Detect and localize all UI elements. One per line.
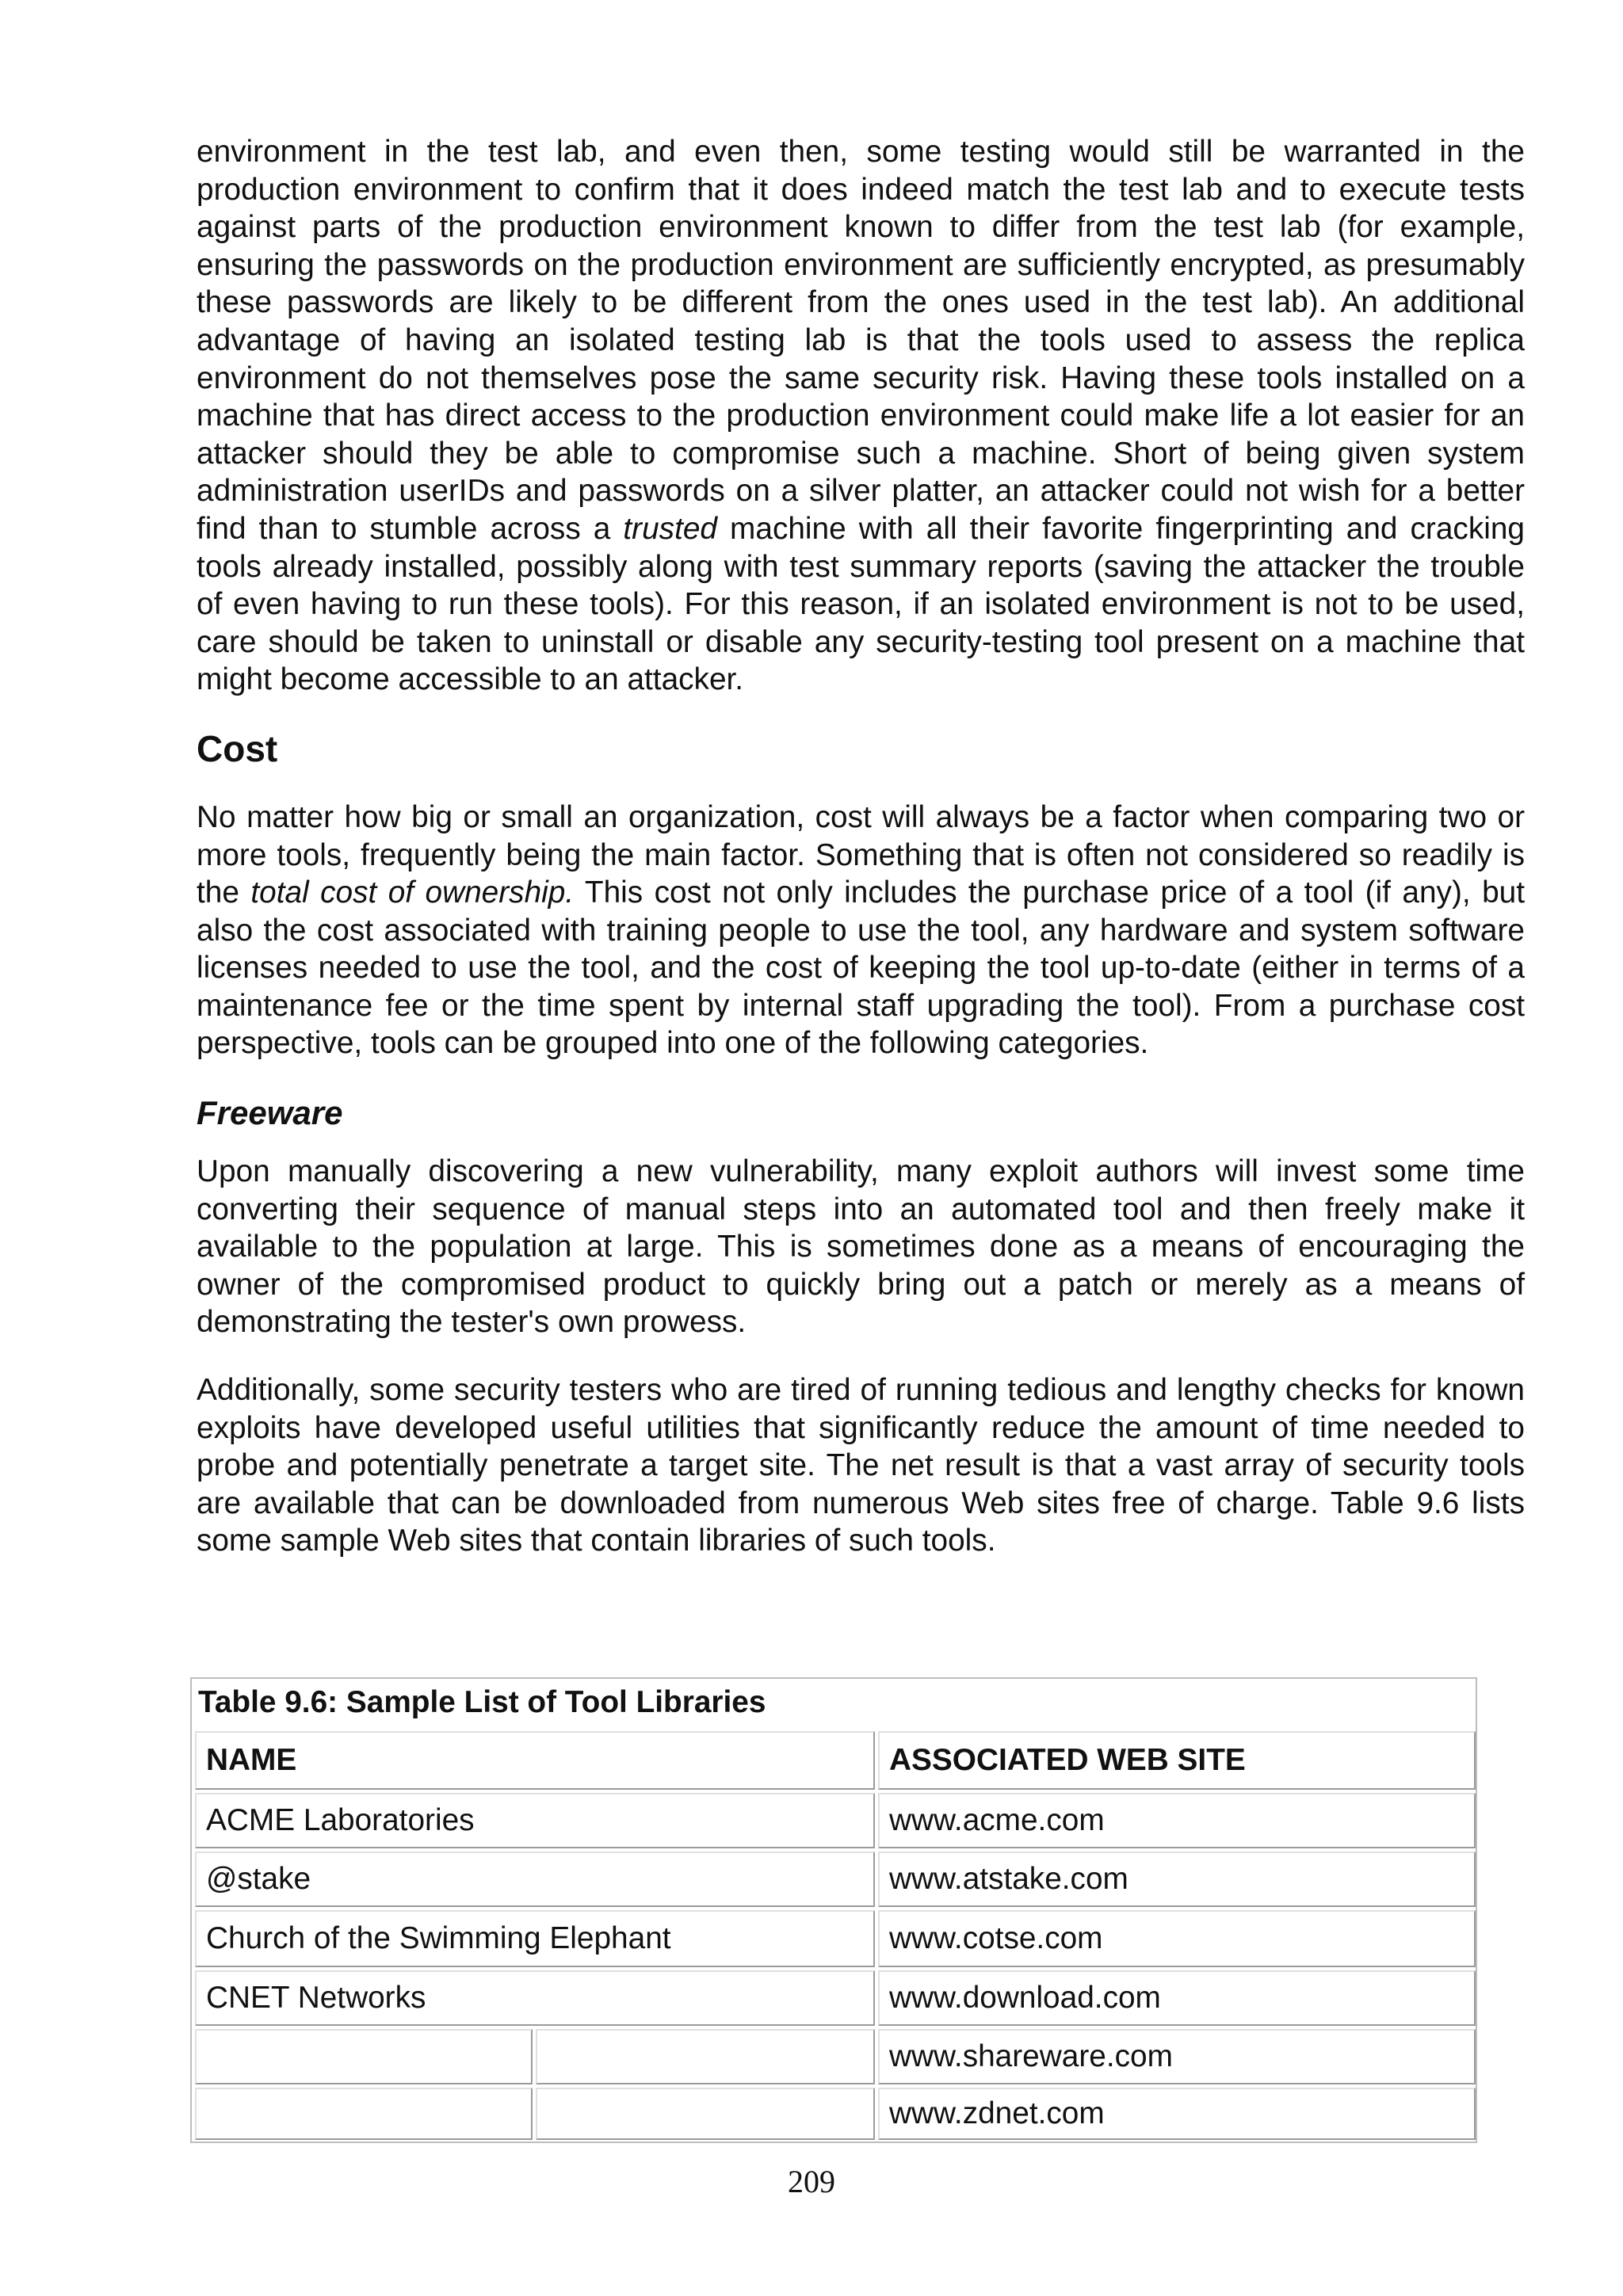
header-name: NAME xyxy=(195,1731,875,1790)
table-caption: Table 9.6: Sample List of Tool Libraries xyxy=(198,1685,766,1719)
empty-cell xyxy=(536,2088,875,2140)
empty-cell xyxy=(536,2029,875,2084)
table-row-site: www.cotse.com xyxy=(878,1910,1476,1967)
table-row-site: www.zdnet.com xyxy=(878,2088,1476,2140)
table-row-site: www.atstake.com xyxy=(878,1852,1476,1907)
text-run: environment in the test lab, and even then, some testing would still be warranted in the production environment to confirm that it does indeed match the test lab and to execute tests against parts of the production environment known to differ from the test lab (for example, ensuring the passwords on the production environment are sufficiently encrypted, as presumably these passwords are likely to be different from the ones used in the test lab). An additional advantage of having an isolated testing lab is that the tools used to assess the replica environment do not themselves pose the same security risk. Having these tools installed on a machine that has direct access to the production environment could make life a lot easier for an attacker should they be able to compromise such a machine. Short of being given system administration userIDs and passwords on a silver platter, an attacker could not wish for a better find than to stumble across a xyxy=(197,135,1525,546)
table-row-name: @stake xyxy=(195,1852,875,1907)
freeware-paragraph-1: Upon manually discovering a new vulnerability, many exploit authors will invest some time converting their sequence of manual steps into an automated tool and then freely make it available to the population at large. This is sometimes done as a means of encouraging the owner of the compromised product to quickly bring out a patch or merely as a means of demonstrating the tester's own prowess. xyxy=(197,1154,1525,1340)
table-row-site: www.shareware.com xyxy=(878,2029,1476,2084)
table-row-site: www.acme.com xyxy=(878,1793,1476,1848)
empty-cell xyxy=(195,2088,533,2140)
empty-cell xyxy=(195,2029,533,2084)
page-number: 209 xyxy=(788,2164,835,2199)
text-run: This cost not only includes the purchase price of a tool (if any), but also the cost associated with training people to use the tool, any hardware and system software licenses needed to use the tool, and the cost of keeping the tool up-to-date (either in terms of a maintenance fee or the time spent by internal staff upgrading the tool). From a purchase cost perspective, tools can be grouped into one of the following categories. xyxy=(197,875,1526,1061)
cost-paragraph xyxy=(197,799,1525,1062)
freeware-paragraph-2: Additionally, some security testers who are tired of running tedious and lengthy checks for known exploits have developed useful utilities that significantly reduce the amount of time needed to probe and potentially penetrate a target site. The net result is that a vast array of security tools are available that can be downloaded from numerous Web sites free of charge. Table 9.6 lists some sample Web sites that contain libraries of such tools. xyxy=(197,1373,1525,1558)
text-run: machine with all their favorite fingerprinting and cracking tools already installed, possibly along with test summary reports (saving the attacker the trouble of even having to run these tools). For this reason, if an isolated environment is not to be used, care should be taken to uninstall or disable any security-testing tool present on a machine that might become accessible to an attacker. xyxy=(197,511,1525,697)
page-body xyxy=(197,133,1525,1560)
intro-paragraph xyxy=(197,133,1525,699)
table-row-name: ACME Laboratories xyxy=(195,1793,875,1848)
table-row-site: www.download.com xyxy=(878,1970,1476,2026)
table-row-name: CNET Networks xyxy=(195,1970,875,2026)
cost-heading: Cost xyxy=(197,727,278,769)
header-site: ASSOCIATED WEB SITE xyxy=(878,1731,1476,1790)
text-run: No matter how big or small an organization, cost will always be a factor when comparing two or more tools, frequently being the main factor. Something that is often not considered so readily is the xyxy=(197,799,1525,910)
freeware-heading: Freeware xyxy=(197,1094,343,1132)
tool-libraries-table xyxy=(190,1677,1477,2143)
italic-run: total cost of ownership. xyxy=(250,875,575,910)
table-row-name: Church of the Swimming Elephant xyxy=(195,1910,875,1967)
italic-run: trusted xyxy=(623,511,717,546)
